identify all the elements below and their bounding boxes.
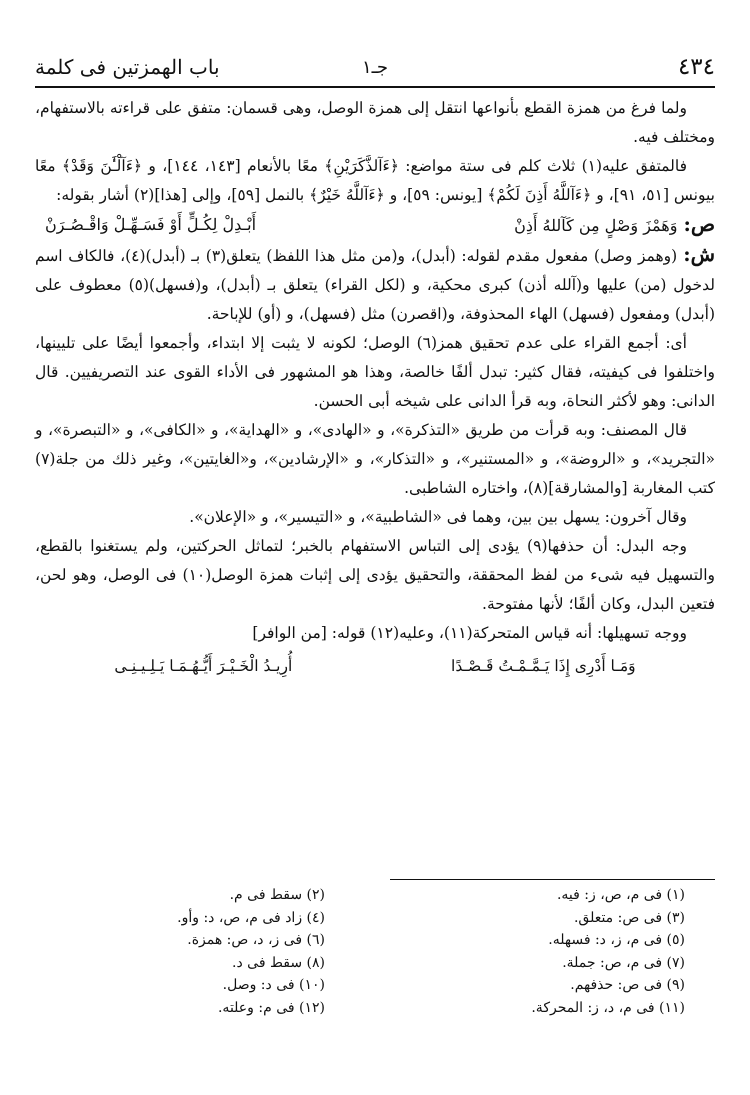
footnote: (١١) فى م، د، ز: المحركة.	[531, 999, 685, 1016]
footnote: (٥) فى م، ز، د: فسهله.	[548, 932, 685, 948]
poem-first-hemistich: وَمَـا أَدْرِى إِذَا يَـمَّـمْـتُ قَـصْـدًا	[451, 657, 636, 675]
verse-label: ص:	[683, 212, 715, 236]
footnote: (٩) فى ص: حذفهم.	[570, 977, 685, 993]
paragraph: فالمتفق عليه(١) ثلاث كلم فى ستة مواضع: ﴿ءَآلذَّكَرَيْنِ﴾ معًا بالأنعام [١٤٣، ١٤٤]، و ﴿ءَآلْـَٰٔنَ وَقَدْ﴾ معًا بيونس [٥١، ٩١]، و ﴿ءَآللَّهُ أَذِنَ لَكُمْ﴾ [يونس: ٥٩]، و ﴿ءَآللَّهُ خَيْرٌ﴾ بالنمل [٥٩]، وإلى [هذا](٢) أشار بقوله:	[35, 157, 715, 204]
verse-first-hemistich: وَهَمْزَ وَصْلٍ مِن كَآللهُ أَذِنْ	[514, 216, 678, 235]
footnote: (٤) زاد فى م، ص، د: وأو.	[177, 909, 325, 926]
footnote: (١٠) فى د: وصل.	[222, 977, 325, 993]
footnote: (١) فى م، ص، ز: فيه.	[556, 887, 685, 903]
chapter-title: باب الهمزتين فى كلمة	[35, 55, 220, 79]
footnote: (٧) فى م، ص: جملة.	[562, 954, 685, 971]
paragraph: ووجه تسهيلها: أنه قياس المتحركة(١١)، وعليه(١٢) قوله: [من الوافر]	[252, 624, 687, 642]
poem-line	[35, 652, 715, 681]
paragraph: وجه البدل: أن حذفها(٩) يؤدى إلى التباس الاستفهام بالخبر؛ لتماثل الحركتين، ولم يستغنوا بالقطع، والتسهيل فيه شىء من لفظ المحققة، والتحقيق يؤدى إلى إثبات همزة الوصل(١٠) فى الوصل، وهو لحن، فتعين البدل، وكان ألفًا؛ لأنها مفتوحة.	[35, 537, 715, 613]
paragraph: أى: أجمع القراء على عدم تحقيق همز(٦) الوصل؛ لكونه لا يثبت إلا ابتداء، وأجمعوا أيضًا على تليينها، واختلفوا فى كيفيته، فقال كثير: تبدل ألفًا خالصة، وهذا هو المشهور فى الأداء القوى عند التصريفيين. قال الدانى: وهو لأكثر النحاة، وبه قرأ الدانى على شيخه أبى الحسن.	[35, 334, 715, 410]
verse-line	[35, 210, 715, 240]
volume-number: جـ١	[361, 56, 389, 78]
page-number: ٤٣٤	[677, 54, 715, 80]
verse-second-hemistich: أَبْـدِلْ لِكُـلٍّ أَوْ فَسَـهِّـلْ وَاقْـصُـرَنْ	[45, 215, 257, 234]
running-header	[35, 50, 715, 84]
main-text	[35, 94, 715, 681]
footnote-rule	[390, 879, 715, 880]
header-rule	[35, 86, 715, 88]
footnote: (٢) سقط فى م.	[229, 887, 325, 903]
paragraph: وقال آخرون: يسهل بين بين، وهما فى «الشاطبية»، و «التيسير»، و «الإعلان».	[189, 508, 687, 526]
footnote: (٦) فى ز، د، ص: همزة.	[187, 932, 325, 948]
paragraph: ولما فرغ من همزة القطع بأنواعها انتقل إلى همزة الوصل، وهى قسمان: متفق على قراءته بالاستفهام، ومختلف فيه.	[35, 99, 715, 146]
paragraph: (وهمز وصل) مفعول مقدم لقوله: (أبدل)، و(من مثل هذا اللفظ) يتعلق(٣) بـ (أبدل)(٤)، فالكاف اسم لدخول (من) عليها و(آلله أذن) كبرى محكية، و (لكل القراء) يتعلق بـ (أبدل)، و(فسهل)(٥) معطوف على (أبدل) ومفعول (فسهل) الهاء المحذوفة، و(اقصرن) مثل (فسهل)، و (أو) للإباحة.	[35, 247, 715, 323]
footnotes	[35, 887, 715, 1022]
commentary-label: ش:	[683, 242, 716, 266]
footnote: (٨) سقط فى د.	[232, 954, 325, 971]
footnote: (١٢) فى م: وعلته.	[217, 999, 325, 1016]
poem-second-hemistich: أُرِيـدُ الْخَـيْـرَ أَيُّـهُـمَـا يَـلِـيـنِـى	[114, 657, 293, 675]
paragraph: قال المصنف: وبه قرأت من طريق «التذكرة»، و «الهادى»، و «الهداية»، و «الكافى»، و «التبصرة»، و «التجريد»، و «الروضة»، و «المستنير»، و «التذكار»، و «الإرشادين»، و«الغايتين»، وغير ذلك من جلة(٧) كتب المغاربة [والمشارقة](٨)، واختاره الشاطبى.	[35, 421, 715, 497]
footnote: (٣) فى ص: متعلق.	[573, 909, 685, 926]
